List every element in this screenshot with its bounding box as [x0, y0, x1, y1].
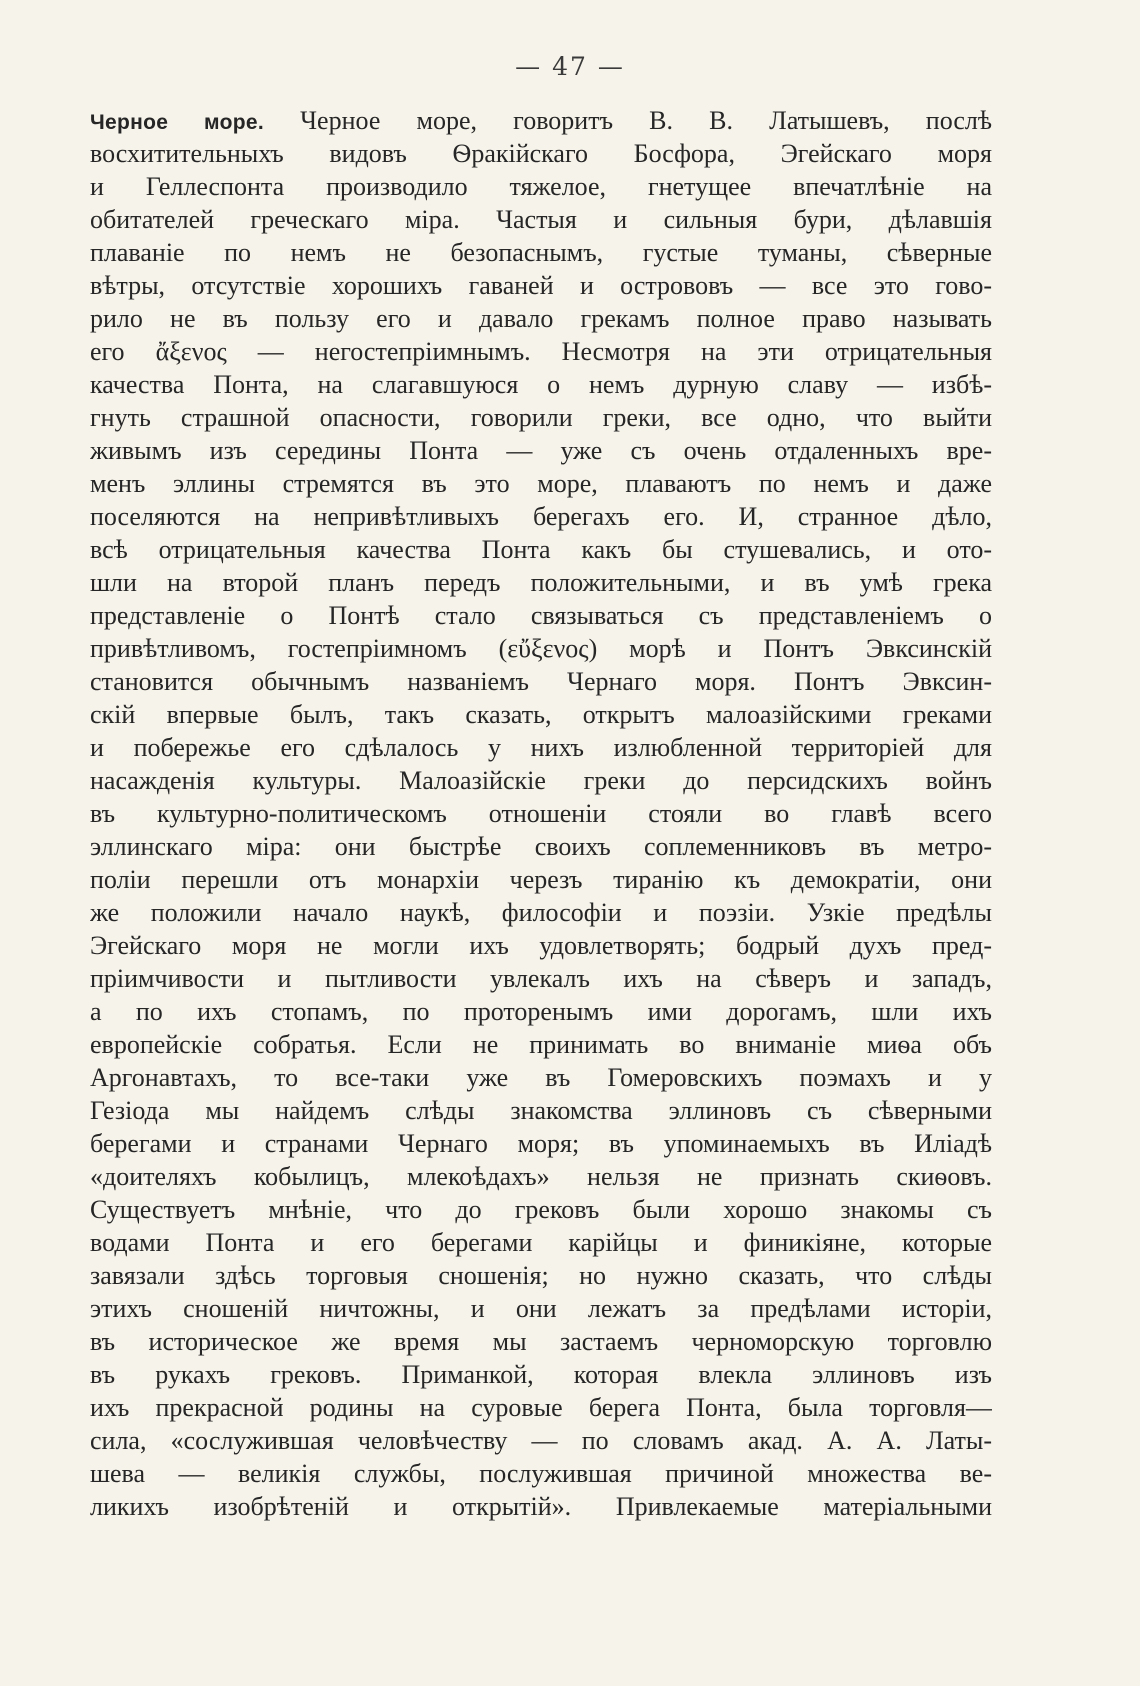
text-line: обитателей греческаго міра. Частыя и сильныя бури, дѣлавшія [90, 205, 992, 234]
text-line: а по ихъ стопамъ, по проторенымъ ими дорогамъ, шли ихъ [90, 997, 992, 1026]
text-line: пріимчивости и пытливости увлекалъ ихъ на сѣверъ и западъ, [90, 964, 992, 993]
line-text: Черное море, говоритъ В. В. Латышевъ, послѣ [300, 106, 992, 135]
text-line: ликихъ изобрѣтеній и открытій». Привлекаемые матеріальными [90, 1492, 992, 1521]
section-heading: Черное море. [90, 111, 264, 134]
text-line [90, 104, 992, 137]
text-line: привѣтливомъ, гостепріимномъ (εὔξενος) морѣ и Понтъ Эвксинскій [90, 634, 992, 663]
text-line: Эгейскаго моря не могли ихъ удовлетворять; бодрый духъ пред- [90, 931, 992, 960]
text-line: въ рукахъ грековъ. Приманкой, которая влекла эллиновъ изъ [90, 1360, 992, 1389]
text-line: въ историческое же время мы застаемъ черноморскую торговлю [90, 1327, 992, 1356]
text-line: менъ эллины стремятся въ это море, плаваютъ по немъ и даже [90, 469, 992, 498]
text-line: шли на второй планъ передъ положительными, и въ умѣ грека [90, 568, 992, 597]
text-line: берегами и странами Чернаго моря; въ упоминаемыхъ въ Иліадѣ [90, 1129, 992, 1158]
text-line: сила, «сослужившая человѣчеству — по словамъ акад. А. А. Латы- [90, 1426, 992, 1455]
text-line: восхитительныхъ видовъ Ѳракійскаго Босфора, Эгейскаго моря [90, 139, 992, 168]
page-number: — 47 — [515, 52, 625, 81]
text-line: шева — великія службы, послужившая причиной множества ве- [90, 1459, 992, 1488]
text-line: его ἄξενος — негостепріимнымъ. Несмотря на эти отрицательныя [90, 337, 992, 366]
text-line: вѣтры, отсутствіе хорошихъ гаваней и острововъ — все это гово- [90, 271, 992, 300]
text-line: поселяются на непривѣтливыхъ берегахъ его. И, странное дѣло, [90, 502, 992, 531]
text-line: гнуть страшной опасности, говорили греки, все одно, что выйти [90, 403, 992, 432]
text-line: Гезіода мы найдемъ слѣды знакомства эллиновъ съ сѣверными [90, 1096, 992, 1125]
text-line: эллинскаго міра: они быстрѣе своихъ соплеменниковъ въ метро- [90, 832, 992, 861]
text-line: этихъ сношеній ничтожны, и они лежатъ за предѣлами исторіи, [90, 1294, 992, 1323]
text-line: ихъ прекрасной родины на суровые берега Понта, была торговля— [90, 1393, 992, 1422]
text-line: «доителяхъ кобылицъ, млекоѣдахъ» нельзя не признать скиѳовъ. [90, 1162, 992, 1191]
text-line: завязали здѣсь торговыя сношенія; но нужно сказать, что слѣды [90, 1261, 992, 1290]
text-line: скій впервые былъ, такъ сказать, открытъ малоазійскими греками [90, 700, 992, 729]
text-line: представленіе о Понтѣ стало связываться съ представленіемъ о [90, 601, 992, 630]
text-line: всѣ отрицательныя качества Понта какъ бы стушевались, и ото- [90, 535, 992, 564]
text-line: насажденія культуры. Малоазійскіе греки до персидскихъ войнъ [90, 766, 992, 795]
text-line: живымъ изъ середины Понта — уже съ очень отдаленныхъ вре- [90, 436, 992, 465]
text-line: Существуетъ мнѣніе, что до грековъ были хорошо знакомы съ [90, 1195, 992, 1224]
text-line: становится обычнымъ названіемъ Чернаго моря. Понтъ Эвксин- [90, 667, 992, 696]
text-line: же положили начало наукѣ, философіи и поэзіи. Узкіе предѣлы [90, 898, 992, 927]
text-line: качества Понта, на слагавшуюся о немъ дурную славу — избѣ- [90, 370, 992, 399]
text-line: и побережье его сдѣлалось у нихъ излюбленной территоріей для [90, 733, 992, 762]
text-line: плаваніе по немъ не безопаснымъ, густые туманы, сѣверные [90, 238, 992, 267]
text-line: поліи перешли отъ монархіи черезъ тиранію къ демократіи, они [90, 865, 992, 894]
text-line: Аргонавтахъ, то все-таки уже въ Гомеровскихъ поэмахъ и у [90, 1063, 992, 1092]
text-line: и Геллеспонта производило тяжелое, гнетущее впечатлѣніе на [90, 172, 992, 201]
text-body [90, 104, 992, 1523]
text-line: въ культурно-политическомъ отношеніи стояли во главѣ всего [90, 799, 992, 828]
text-line: водами Понта и его берегами карійцы и финикіяне, которые [90, 1228, 992, 1257]
text-line: рило не въ пользу его и давало грекамъ полное право называть [90, 304, 992, 333]
text-line: европейскіе собратья. Если не принимать во вниманіе миѳа объ [90, 1030, 992, 1059]
